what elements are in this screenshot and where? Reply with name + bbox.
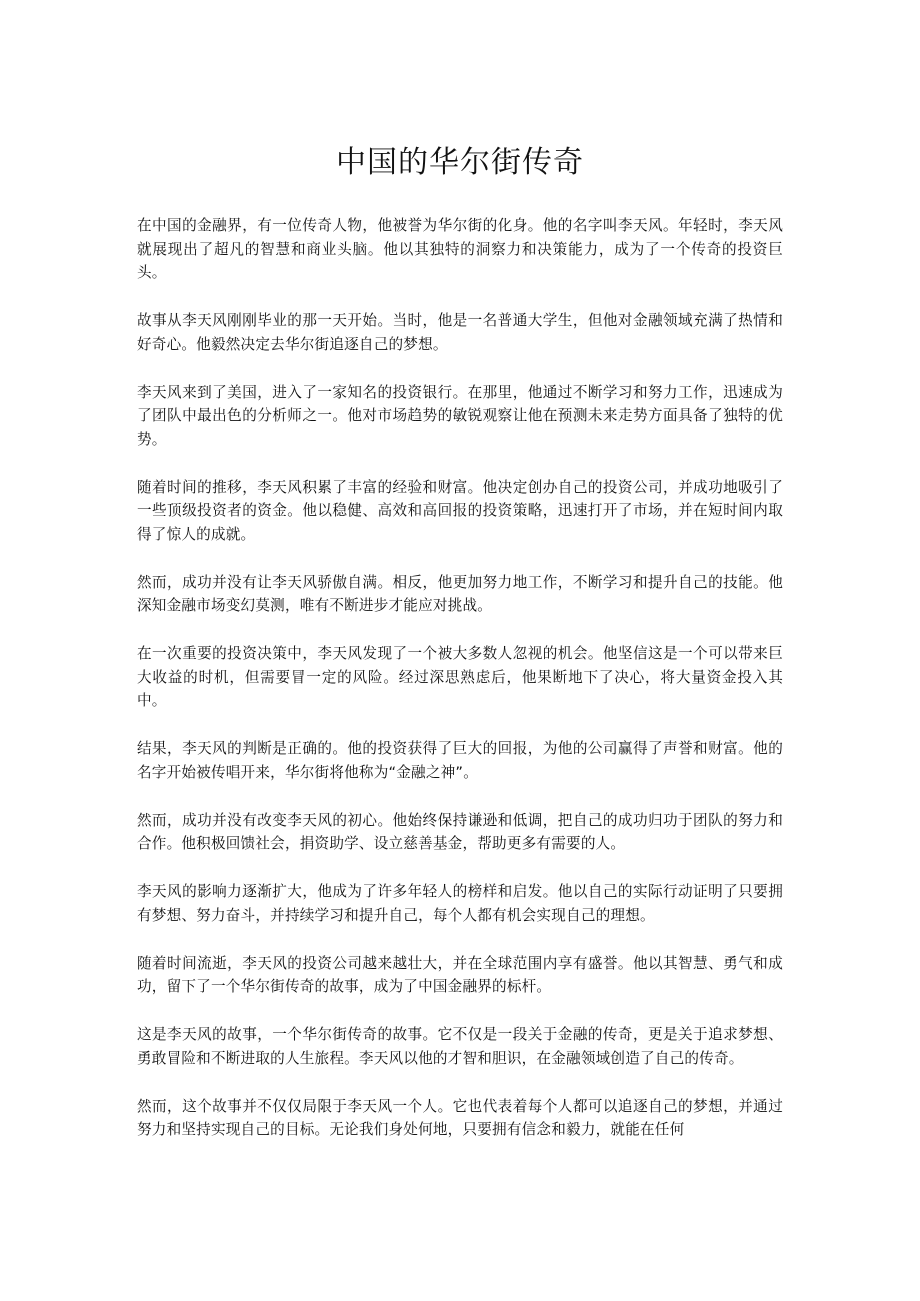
paragraph-12: 然而，这个故事并不仅仅局限于李天风一个人。它也代表着每个人都可以追逐自己的梦想，并通过努力和坚持实现自己的目标。无论我们身处何地，只要拥有信念和毅力，就能在任何 bbox=[137, 1097, 783, 1138]
document-title: 中国的华尔街传奇 bbox=[336, 145, 584, 180]
paragraph-8: 然而，成功并没有改变李天风的初心。他始终保持谦逊和低调，把自己的成功归功于团队的努力和合作。他积极回馈社会，捐资助学、设立慈善基金，帮助更多有需要的人。 bbox=[137, 811, 783, 852]
document-body bbox=[137, 214, 783, 1166]
paragraph-5: 然而，成功并没有让李天风骄傲自满。相反，他更加努力地工作，不断学习和提升自己的技能。他深知金融市场变幻莫测，唯有不断进步才能应对挑战。 bbox=[137, 573, 783, 614]
paragraph-9: 李天风的影响力逐渐扩大，他成为了许多年轻人的榜样和启发。他以自己的实际行动证明了只要拥有梦想、努力奋斗，并持续学习和提升自己，每个人都有机会实现自己的理想。 bbox=[137, 883, 783, 924]
paragraph-3: 李天风来到了美国，进入了一家知名的投资银行。在那里，他通过不断学习和努力工作，迅速成为了团队中最出色的分析师之一。他对市场趋势的敏锐观察让他在预测未来走势方面具备了独特的优势。 bbox=[137, 383, 783, 448]
paragraph-2: 故事从李天风刚刚毕业的那一天开始。当时，他是一名普通大学生，但他对金融领域充满了热情和好奇心。他毅然决定去华尔街追逐自己的梦想。 bbox=[137, 312, 783, 353]
paragraph-1: 在中国的金融界，有一位传奇人物，他被誉为华尔街的化身。他的名字叫李天风。年轻时，李天风就展现出了超凡的智慧和商业头脑。他以其独特的洞察力和决策能力，成为了一个传奇的投资巨头。 bbox=[137, 217, 783, 281]
paragraph-4: 随着时间的推移，李天风积累了丰富的经验和财富。他决定创办自己的投资公司，并成功地吸引了一些顶级投资者的资金。他以稳健、高效和高回报的投资策略，迅速打开了市场，并在短时间内取得了惊人的成就。 bbox=[137, 478, 783, 543]
paragraph-7: 结果，李天风的判断是正确的。他的投资获得了巨大的回报，为他的公司赢得了声誉和财富。他的名字开始被传唱开来，华尔街将他称为“金融之神”。 bbox=[137, 740, 783, 781]
paragraph-6: 在一次重要的投资决策中，李天风发现了一个被大多数人忽视的机会。他坚信这是一个可以带来巨大收益的时机，但需要冒一定的风险。经过深思熟虑后，他果断地下了决心，将大量资金投入其中。 bbox=[137, 645, 783, 709]
paragraph-10: 随着时间流逝，李天风的投资公司越来越壮大，并在全球范围内享有盛誉。他以其智慧、勇气和成功，留下了一个华尔街传奇的故事，成为了中国金融界的标杆。 bbox=[137, 954, 783, 995]
paragraph-11: 这是李天风的故事，一个华尔街传奇的故事。它不仅是一段关于金融的传奇，更是关于追求梦想、勇敢冒险和不断进取的人生旅程。李天风以他的才智和胆识，在金融领域创造了自己的传奇。 bbox=[137, 1026, 783, 1067]
